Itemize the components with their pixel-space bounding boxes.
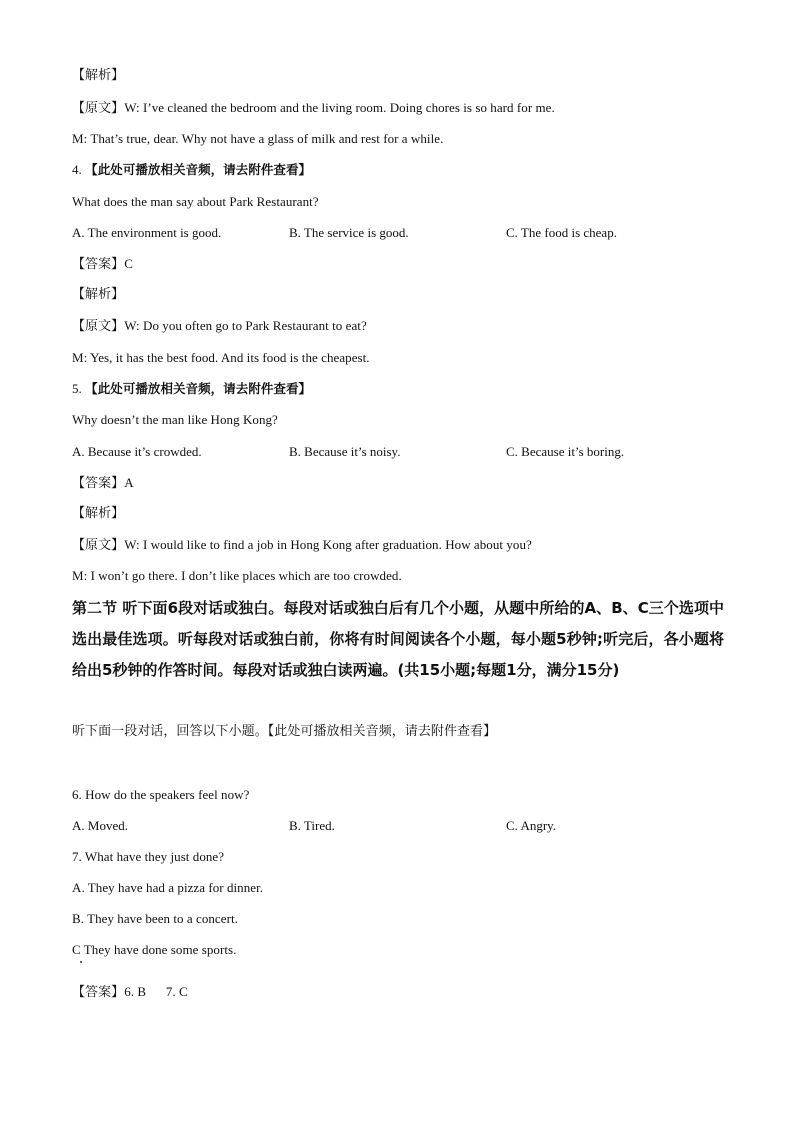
answer-values: 6. B 7. C xyxy=(124,984,188,999)
question-number: 5. xyxy=(72,381,82,396)
q4-option-a: A. The environment is good. xyxy=(72,225,222,240)
q4-option-b: B. The service is good. xyxy=(289,225,409,240)
transcript-tag: 【原文】 xyxy=(72,101,125,116)
analysis-tag-q5: 【解析】 xyxy=(72,506,125,521)
question-number: 4. xyxy=(72,162,82,177)
transcript-q3-m: M: That’s true, dear. Why not have a glass of milk and rest for a while. xyxy=(72,131,444,146)
q6-option-a: A. Moved. xyxy=(72,818,128,833)
q5-answer xyxy=(72,475,134,492)
q5-option-c: C. Because it’s boring. xyxy=(506,444,625,459)
transcript-q4-w xyxy=(72,318,367,335)
transcript-q5-w xyxy=(72,537,532,554)
transcript-text: W: Do you often go to Park Restaurant to eat? xyxy=(124,318,367,333)
transcript-tag: 【原文】 xyxy=(72,538,125,553)
answer-tag: 【答案】 xyxy=(72,476,125,491)
transcript-q4-m: M: Yes, it has the best food. And its food is the cheapest. xyxy=(72,350,370,365)
question-7-text: 7. What have they just done? xyxy=(72,849,225,864)
q5-option-b: B. Because it’s noisy. xyxy=(289,444,401,459)
transcript-text: W: I would like to find a job in Hong Kong after graduation. How about you? xyxy=(124,537,532,552)
q4-answer xyxy=(72,256,133,273)
q7-option-b: B. They have been to a concert. xyxy=(72,911,238,926)
answer-tag: 【答案】 xyxy=(72,257,125,272)
question-4-text: What does the man say about Park Restaurant? xyxy=(72,194,319,209)
question-4-header xyxy=(72,162,311,178)
question-6-text: 6. How do the speakers feel now? xyxy=(72,787,250,802)
question-5-header xyxy=(72,381,311,397)
transcript-tag: 【原文】 xyxy=(72,319,125,334)
transcript-text: W: I’ve cleaned the bedroom and the living room. Doing chores is so hard for me. xyxy=(124,100,555,115)
stray-dot xyxy=(80,961,82,963)
answer-value: C xyxy=(124,256,133,271)
transcript-q3-w xyxy=(72,100,555,117)
audio-note: 【此处可播放相关音频，请去附件查看】 xyxy=(85,162,312,177)
audio-note: 【此处可播放相关音频，请去附件查看】 xyxy=(85,381,312,396)
section-2-heading: 第二节 听下面6段对话或独白。每段对话或独白后有几个小题，从题中所给的A、B、C三个选项中选出最佳选项。听每段对话或独白前，你将有时间阅读各个小题，每小题5秒钟;听完后，各小题将给出5秒钟的作答时间。每段对话或独白读两遍。(共15小题;每题1分，满分15分) xyxy=(72,599,724,679)
analysis-tag-q4: 【解析】 xyxy=(72,287,125,302)
q7-option-c: C They have done some sports. xyxy=(72,942,237,957)
answer-value: A xyxy=(124,475,134,490)
q7-option-a: A. They have had a pizza for dinner. xyxy=(72,880,264,895)
transcript-q5-m: M: I won’t go there. I don’t like places which are too crowded. xyxy=(72,568,402,583)
analysis-tag-q3: 【解析】 xyxy=(72,68,125,83)
q4-option-c: C. The food is cheap. xyxy=(506,225,617,240)
answers-6-7 xyxy=(72,984,188,1001)
q6-option-c: C. Angry. xyxy=(506,818,557,833)
answer-tag: 【答案】 xyxy=(72,985,125,1000)
q5-option-a: A. Because it’s crowded. xyxy=(72,444,202,459)
q6-option-b: B. Tired. xyxy=(289,818,335,833)
section-2-intro: 听下面一段对话，回答以下小题。【此处可播放相关音频，请去附件查看】 xyxy=(72,724,497,739)
question-5-text: Why doesn’t the man like Hong Kong? xyxy=(72,412,278,427)
